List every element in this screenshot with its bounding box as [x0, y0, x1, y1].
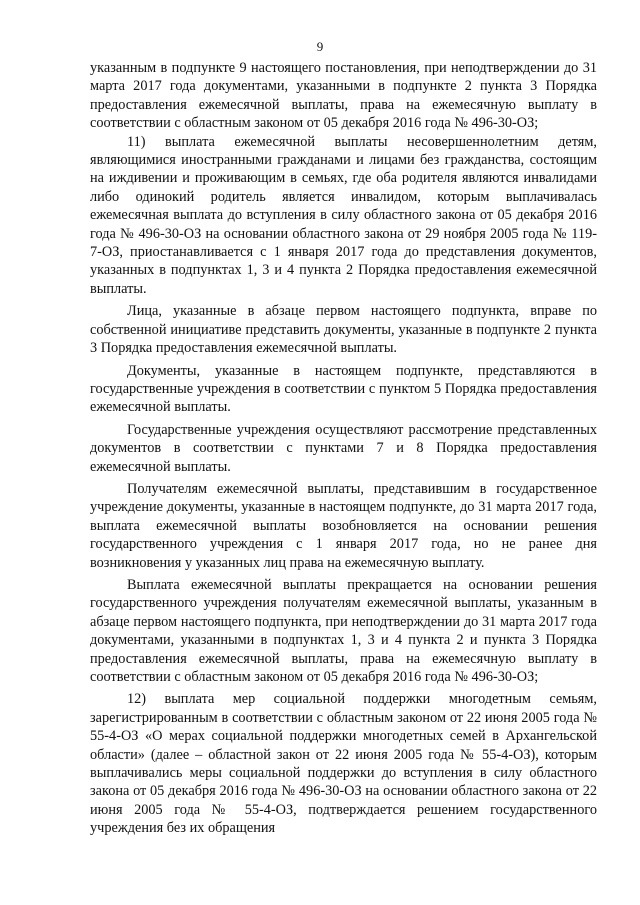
paragraph-payment-termination: Выплата ежемесячной выплаты прекращается на основании решения государственного учреждения получателям ежемесячной выплаты, указанным в абзаце первом настоящего подпункта, при неподтверждении до 31 марта 2017 года документами, указанными в подпунктах 1, 3 и 4 пункта 2 и пункта 3 Порядка предоставления ежемесячной выплаты, права на ежемесячную выплату в соответствии с областным законом от 05 декабря 2016 года № 496-30-ОЗ;	[90, 576, 597, 685]
paragraph-subitem-12: 12) выплата мер социальной поддержки многодетным семьям, зарегистрированным в соответствии с областным законом от 22 июня 2005 года № 55-4-ОЗ «О мерах социальной поддержки многодетных семей в Архангельской области» (далее – областной закон от 22 июня 2005 года № 55-4-ОЗ), которым выплачивались меры социальной поддержки до вступления в силу областного закона от 05 декабря 2016 года № 496-30-ОЗ на основании областного закона от 22 июня 2005 года № 55-4-ОЗ, подтверждается решением государственного учреждения без их обращения	[90, 691, 597, 837]
paragraph-institutions-review: Государственные учреждения осуществляют рассмотрение представленных документов в соответствии с пунктами 7 и 8 Порядка предоставления ежемесячной выплаты.	[90, 421, 597, 475]
paragraph-documents-submission: Документы, указанные в настоящем подпункте, представляются в государственные учреждения в соответствии с пунктом 5 Порядка предоставления ежемесячной выплаты.	[90, 362, 597, 416]
paragraph-continuation: указанным в подпункте 9 настоящего постановления, при неподтверждении до 31 марта 2017 года документами, указанными в подпункте 2 пункта 3 Порядка предоставления ежемесячной выплаты, права на ежемесячную выплату в соответствии с областным законом от 05 декабря 2016 года № 496-30-ОЗ;	[90, 60, 597, 132]
page-number: 9	[316, 39, 324, 54]
document-body	[90, 59, 597, 838]
paragraph-persons-right: Лица, указанные в абзаце первом настоящего подпункта, вправе по собственной инициативе представить документы, указанные в подпункте 2 пункта 3 Порядка предоставления ежемесячной выплаты.	[90, 303, 597, 357]
paragraph-payment-resumption: Получателям ежемесячной выплаты, представившим в государственное учреждение документы, указанные в настоящем подпункте, до 31 марта 2017 года, выплата ежемесячной выплаты возобновляется на основании решения государственного учреждения с 1 января 2017 года, но не ранее дня возникновения у указанных лиц права на ежемесячную выплату.	[90, 480, 597, 571]
paragraph-subitem-11: 11) выплата ежемесячной выплаты несовершеннолетним детям, являющимися иностранными гражданами и лицами без гражданства, состоящим на иждивении и проживающим в семьях, где оба родителя являются инвалидами либо одинокий родитель является инвалидом, которым выплачивалась ежемесячная выплата до вступления в силу областного закона от 05 декабря 2016 года № 496-30-ОЗ на основании областного закона от 29 ноября 2005 года № 119-7-ОЗ, приостанавливается с 1 января 2017 года до представления документов, указанных в подпунктах 1, 3 и 4 пункта 2 Порядка предоставления ежемесячной выплаты.	[90, 133, 597, 297]
